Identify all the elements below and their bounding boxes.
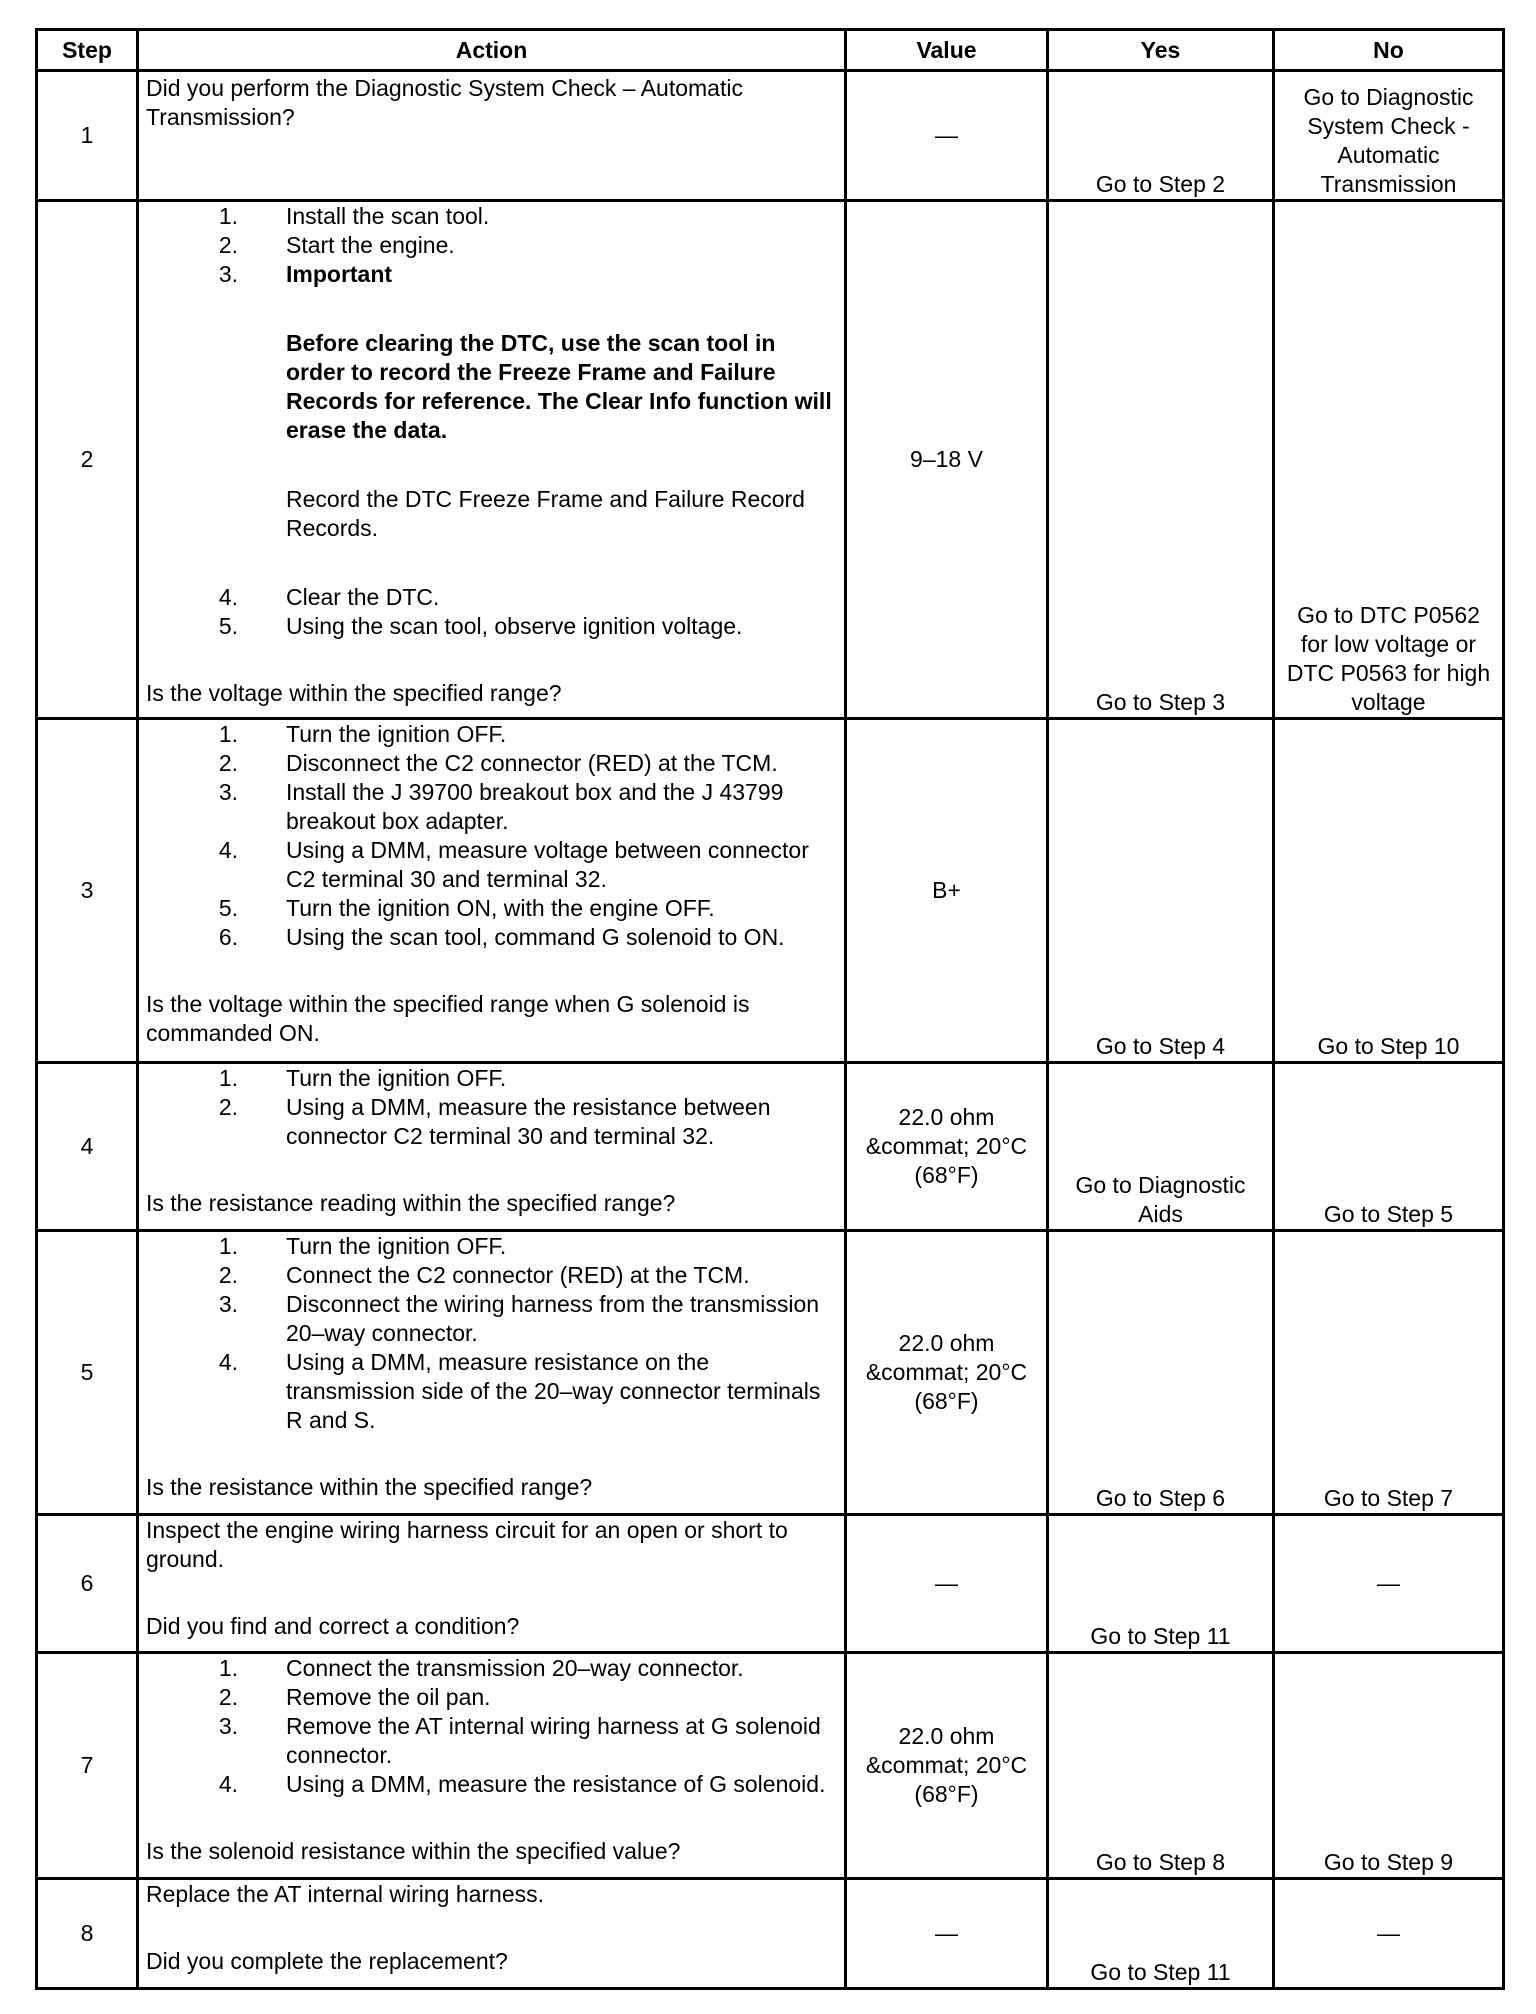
action-cell [138, 1515, 846, 1653]
item-number: 1. [218, 1655, 238, 1681]
yes-cell: Go to Step 4 [1048, 719, 1274, 1063]
list-item [146, 778, 844, 836]
step-number: 7 [37, 1653, 138, 1879]
list-item [146, 1290, 844, 1348]
yes-cell: Go to Step 2 [1048, 71, 1274, 201]
table-row [37, 719, 1504, 1063]
step-number: 5 [37, 1231, 138, 1515]
step-number: 6 [37, 1515, 138, 1653]
value-cell: — [846, 1515, 1048, 1653]
value-cell: — [846, 71, 1048, 201]
item-text: Turn the ignition OFF. [286, 721, 507, 747]
item-number: 4. [218, 584, 238, 610]
action-list [146, 1654, 844, 1799]
action-cell [138, 201, 846, 719]
action-list [146, 720, 844, 952]
no-cell: Go to DTC P0562 for low voltage or DTC P0563 for high voltage [1274, 201, 1504, 719]
list-item [146, 260, 844, 543]
item-text: Remove the oil pan. [286, 1684, 491, 1710]
list-item [146, 1093, 844, 1151]
list-item [146, 231, 844, 260]
list-item [146, 749, 844, 778]
yes-cell: Go to Step 3 [1048, 201, 1274, 719]
value-cell: B+ [846, 719, 1048, 1063]
important-label: Important [286, 261, 393, 287]
list-item [146, 1261, 844, 1290]
header-row [37, 30, 1504, 71]
step-number: 2 [37, 201, 138, 719]
table-row [37, 1879, 1504, 1989]
item-number: 2. [218, 232, 238, 258]
action-text: Did you perform the Diagnostic System Check – Automatic Transmission? [146, 75, 743, 130]
action-cell [138, 1063, 846, 1231]
item-text: Using a DMM, measure the resistance of G solenoid. [286, 1771, 826, 1797]
item-text: Connect the C2 connector (RED) at the TCM. [286, 1262, 750, 1288]
item-number: 3. [218, 779, 238, 805]
value-cell: 9–18 V [846, 201, 1048, 719]
action-cell [138, 1879, 846, 1989]
table-row [37, 201, 1504, 719]
action-text: Replace the AT internal wiring harness. [146, 1881, 545, 1907]
item-text: Remove the AT internal wiring harness at G solenoid connector. [286, 1713, 821, 1768]
header-value: Value [846, 30, 1048, 71]
action-cell [138, 1231, 846, 1515]
list-item [146, 1683, 844, 1712]
item-number: 4. [218, 1771, 238, 1797]
item-number: 1. [218, 1065, 238, 1091]
item-text: Install the scan tool. [286, 203, 490, 229]
question-text: Is the resistance within the specified range? [146, 1474, 593, 1500]
header-step: Step [37, 30, 138, 71]
value-cell: 22.0 ohm &commat; 20°C (68°F) [846, 1231, 1048, 1515]
table-row [37, 1653, 1504, 1879]
yes-cell: Go to Step 8 [1048, 1653, 1274, 1879]
item-number: 6. [218, 924, 238, 950]
value-cell: — [846, 1879, 1048, 1989]
item-text: Turn the ignition ON, with the engine OFF. [286, 895, 715, 921]
yes-cell: Go to Diagnostic Aids [1048, 1063, 1274, 1231]
no-cell: Go to Step 7 [1274, 1231, 1504, 1515]
list-item [146, 836, 844, 894]
item-text: Using a DMM, measure voltage between connector C2 terminal 30 and terminal 32. [286, 837, 809, 892]
list-item [146, 1712, 844, 1770]
no-cell: Go to Diagnostic System Check - Automatic Transmission [1274, 71, 1504, 201]
table-row [37, 1063, 1504, 1231]
action-list [146, 202, 844, 641]
item-number: 4. [218, 837, 238, 863]
item-text: Start the engine. [286, 232, 455, 258]
header-action: Action [138, 30, 846, 71]
list-item [146, 894, 844, 923]
item-number: 2. [218, 1262, 238, 1288]
list-item [146, 202, 844, 231]
item-number: 3. [218, 261, 238, 287]
list-item [146, 1232, 844, 1261]
action-list [146, 1064, 844, 1151]
item-number: 1. [218, 203, 238, 229]
step-number: 8 [37, 1879, 138, 1989]
no-cell: — [1274, 1515, 1504, 1653]
note-followup: Record the DTC Freeze Frame and Failure Record Records. [286, 486, 805, 541]
question-text: Is the solenoid resistance within the specified value? [146, 1838, 681, 1864]
action-cell [138, 71, 846, 201]
item-text: Clear the DTC. [286, 584, 440, 610]
question-text: Did you find and correct a condition? [146, 1613, 520, 1639]
item-number: 2. [218, 1684, 238, 1710]
no-cell: Go to Step 5 [1274, 1063, 1504, 1231]
item-number: 5. [218, 613, 238, 639]
item-number: 2. [218, 1094, 238, 1120]
item-number: 2. [218, 750, 238, 776]
step-number: 4 [37, 1063, 138, 1231]
no-cell: Go to Step 10 [1274, 719, 1504, 1063]
item-text: Install the J 39700 breakout box and the J 43799 breakout box adapter. [286, 779, 784, 834]
item-text: Using a DMM, measure resistance on the transmission side of the 20–way connector terminals R and S. [286, 1349, 821, 1433]
value-cell: 22.0 ohm &commat; 20°C (68°F) [846, 1653, 1048, 1879]
item-text: Disconnect the wiring harness from the transmission 20–way connector. [286, 1291, 820, 1346]
table-row [37, 71, 1504, 201]
table-row [37, 1515, 1504, 1653]
item-text: Using the scan tool, command G solenoid to ON. [286, 924, 785, 950]
item-number: 3. [218, 1713, 238, 1739]
item-number: 1. [218, 721, 238, 747]
item-text: Turn the ignition OFF. [286, 1065, 507, 1091]
yes-cell: Go to Step 6 [1048, 1231, 1274, 1515]
list-item [146, 1770, 844, 1799]
item-text: Using the scan tool, observe ignition voltage. [286, 613, 743, 639]
action-cell [138, 1653, 846, 1879]
item-number: 5. [218, 895, 238, 921]
list-item [146, 1348, 844, 1435]
question-text: Is the resistance reading within the specified range? [146, 1190, 676, 1216]
item-text: Using a DMM, measure the resistance between connector C2 terminal 30 and terminal 32. [286, 1094, 771, 1149]
diagnostic-table [35, 28, 1505, 1990]
step-number: 3 [37, 719, 138, 1063]
important-note: Before clearing the DTC, use the scan tool in order to record the Freeze Frame and Failure Records for reference. The Clear Info function will erase the data. [286, 330, 832, 443]
item-text: Disconnect the C2 connector (RED) at the TCM. [286, 750, 778, 776]
question-text: Is the voltage within the specified range when G solenoid is commanded ON. [146, 991, 750, 1046]
yes-cell: Go to Step 11 [1048, 1879, 1274, 1989]
header-no: No [1274, 30, 1504, 71]
value-cell: 22.0 ohm &commat; 20°C (68°F) [846, 1063, 1048, 1231]
header-yes: Yes [1048, 30, 1274, 71]
item-number: 1. [218, 1233, 238, 1259]
table-row [37, 1231, 1504, 1515]
list-item [146, 720, 844, 749]
item-number: 3. [218, 1291, 238, 1317]
list-item [146, 923, 844, 952]
action-text: Inspect the engine wiring harness circuit for an open or short to ground. [146, 1517, 788, 1572]
yes-cell: Go to Step 11 [1048, 1515, 1274, 1653]
question-text: Is the voltage within the specified range? [146, 680, 562, 706]
action-list [146, 1232, 844, 1435]
item-text: Turn the ignition OFF. [286, 1233, 507, 1259]
list-item [146, 612, 844, 641]
step-number: 1 [37, 71, 138, 201]
no-cell: — [1274, 1879, 1504, 1989]
question-text: Did you complete the replacement? [146, 1948, 508, 1974]
list-item [146, 1654, 844, 1683]
no-cell: Go to Step 9 [1274, 1653, 1504, 1879]
list-item [146, 583, 844, 612]
item-text: Connect the transmission 20–way connector. [286, 1655, 744, 1681]
action-cell [138, 719, 846, 1063]
item-number: 4. [218, 1349, 238, 1375]
list-item [146, 1064, 844, 1093]
